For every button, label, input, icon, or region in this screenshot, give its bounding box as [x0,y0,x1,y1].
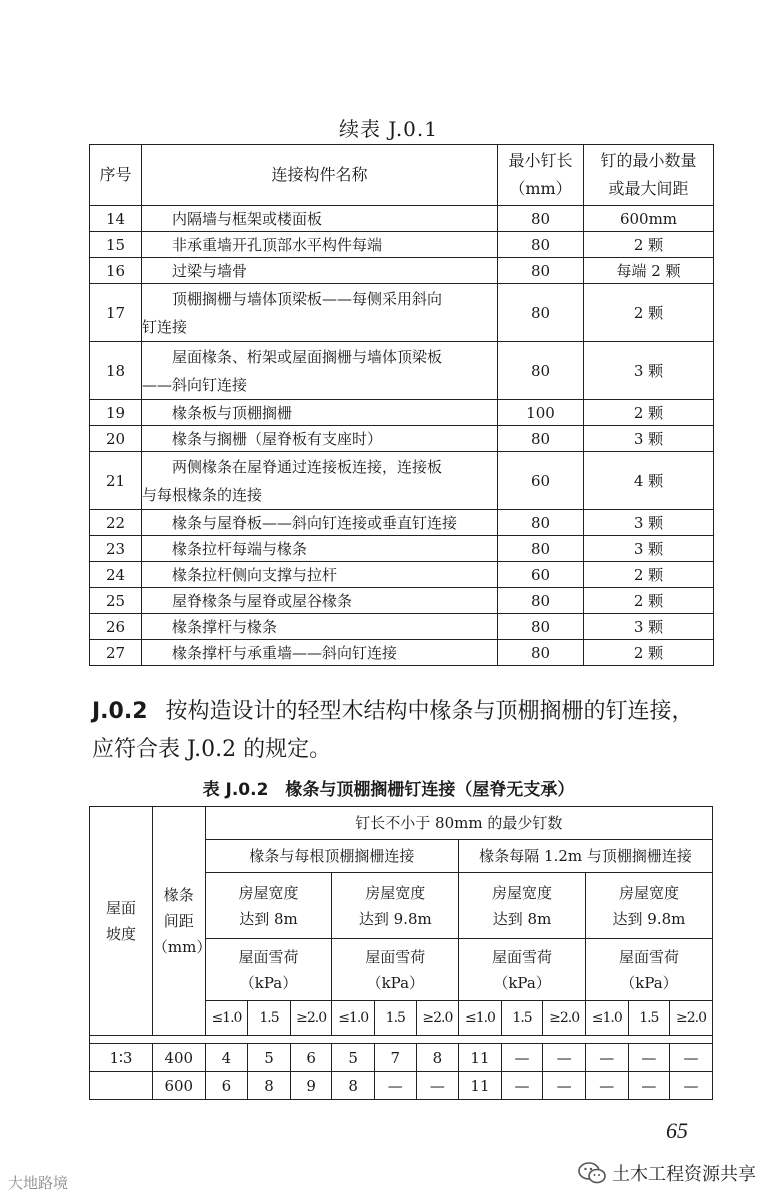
header-group-every-1-2m: 椽条每隔 1.2m 与顶棚搁栅连接 [459,840,713,873]
table-row [90,588,714,614]
table-header-row [90,145,714,206]
nail-count-cell: 9 [290,1072,332,1100]
header-min-nails: 钉长不小于 80mm 的最少钉数 [205,807,712,840]
nail-count-cell: — [670,1072,713,1100]
row-number: 15 [90,232,142,258]
nail-count-cell: 5 [248,1044,291,1072]
header-spacing-line2: 间距 [163,912,194,930]
table-row [90,400,714,426]
snow-level-cell: ≤1.0 [459,1001,502,1036]
header-snow-load-4 [585,939,712,1001]
header-quantity-line2: 或最大间距 [608,179,689,198]
header-snow-load-3-line2: （kPa） [493,973,551,992]
header-slope [90,807,153,1036]
connection-name: 内隔墙与框架或楼面板 [142,206,498,232]
wechat-icon [578,1162,606,1184]
connection-name [142,452,498,510]
connection-name: 椽条拉杆每端与椽条 [142,536,498,562]
table-row [90,510,714,536]
connection-name: 椽条拉杆侧向支撑与拉杆 [142,562,498,588]
min-nail-length: 80 [498,536,584,562]
header-snow-load-1-line1: 屋面雪荷 [238,947,299,966]
snow-level-cell: ≥2.0 [290,1001,332,1036]
header-width-9-8m-line1: 房屋宽度 [365,883,426,902]
row-number: 21 [90,452,142,510]
connection-name-line2: 与每根椽条的连接 [142,485,263,504]
nail-quantity: 3 颗 [584,536,714,562]
connection-name [142,342,498,400]
row-number: 23 [90,536,142,562]
clause-text: 按构造设计的轻型木结构中椽条与顶棚搁栅的钉连接，应符合表 J.0.2 的规定。 [92,699,694,762]
snow-level-cell: ≤1.0 [205,1001,248,1036]
header-quantity [584,145,714,206]
row-number: 20 [90,426,142,452]
nail-count-cell: — [585,1072,628,1100]
nail-connection-table [89,144,714,666]
header-slope-line1: 屋面 [105,899,136,917]
nail-count-cell: 5 [332,1044,375,1072]
header-length [498,145,584,206]
row-number: 16 [90,258,142,284]
header-width-9-8m-b-line2: 达到 9.8m [612,909,686,928]
header-slope-line2: 坡度 [105,925,136,943]
nail-count-cell: — [628,1044,670,1072]
clause-number: J.0.2 [92,699,148,724]
nail-quantity: 2 颗 [584,232,714,258]
snow-level-cell: 1.5 [501,1001,543,1036]
row-number: 14 [90,206,142,232]
table-caption-2: 表 J.0.2 椽条与顶棚搁栅钉连接（屋脊无支承） [202,780,575,800]
nail-count-cell: — [501,1044,543,1072]
min-nail-length: 80 [498,640,584,666]
row-number: 17 [90,284,142,342]
nail-count-cell: — [375,1072,417,1100]
nail-quantity: 2 颗 [584,400,714,426]
min-nail-length: 100 [498,400,584,426]
row-number: 27 [90,640,142,666]
min-nail-length: 60 [498,562,584,588]
row-number: 22 [90,510,142,536]
table-row [90,452,714,510]
header-width-8m-b [459,873,586,939]
nail-quantity: 600mm [584,206,714,232]
connection-name-line2: ——斜向钉连接 [142,375,248,394]
header-width-9-8m-line2: 达到 9.8m [358,909,432,928]
header-length-line1: 最小钉长 [508,151,573,170]
header-name: 连接构件名称 [142,145,498,206]
nail-count-cell: 7 [375,1044,417,1072]
table-row [90,206,714,232]
table-row [90,1072,713,1100]
table-row [90,426,714,452]
header-width-8m-line1: 房屋宽度 [238,883,299,902]
header-snow-load-2-line2: （kPa） [366,973,425,992]
connection-name: 过梁与墙骨 [142,258,498,284]
header-width-8m-line2: 达到 8m [239,909,298,928]
min-nail-length: 80 [498,258,584,284]
connection-name: 屋脊椽条与屋脊或屋谷椽条 [142,588,498,614]
header-snow-load-3 [459,939,586,1001]
snow-level-cell: ≥2.0 [670,1001,713,1036]
header-spacing [152,807,212,1036]
min-nail-length: 80 [498,614,584,640]
connection-name-line1: 屋面椽条、桁架或屋面搁栅与墙体顶梁板 [172,347,443,366]
table-row [90,536,714,562]
snow-level-cell: ≥2.0 [416,1001,459,1036]
watermark-right-text: 土木工程资源共享 [612,1164,756,1185]
header-snow-load-3-line1: 屋面雪荷 [492,947,553,966]
connection-name: 椽条与搁栅（屋脊板有支座时） [142,426,498,452]
snow-level-cell: 1.5 [375,1001,417,1036]
table-row [90,614,714,640]
min-nail-length: 80 [498,206,584,232]
nail-quantity: 每端 2 颗 [584,258,714,284]
row-number: 24 [90,562,142,588]
snow-level-cell: 1.5 [628,1001,670,1036]
header-snow-load-2 [332,939,459,1001]
table-row [90,562,714,588]
connection-name: 椽条撑杆与椽条 [142,614,498,640]
header-length-line2: （mm） [509,179,572,198]
min-nail-length: 60 [498,452,584,510]
nail-quantity: 2 颗 [584,284,714,342]
nail-count-cell: 11 [459,1072,502,1100]
connection-name-line1: 顶棚搁栅与墙体顶梁板——每侧采用斜向 [172,289,443,308]
snow-level-cell: 1.5 [248,1001,291,1036]
nail-quantity: 3 颗 [584,426,714,452]
connection-name-line1: 两侧椽条在屋脊通过连接板连接，连接板 [172,457,443,476]
min-nail-length: 80 [498,342,584,400]
nail-count-cell: — [628,1072,670,1100]
header-snow-load-2-line1: 屋面雪荷 [365,947,426,966]
table-row [90,284,714,342]
nail-count-cell: — [501,1072,543,1100]
slope-cell [90,1072,153,1100]
page-number: 65 [666,1118,688,1143]
row-number: 19 [90,400,142,426]
nail-quantity: 3 颗 [584,342,714,400]
connection-name-line2: 钉连接 [142,317,188,336]
header-width-8m [205,873,332,939]
nail-quantity: 2 颗 [584,588,714,614]
slope-cell: 1∶3 [90,1044,153,1072]
row-number: 26 [90,614,142,640]
min-nail-length: 80 [498,588,584,614]
header-width-8m-b-line1: 房屋宽度 [492,883,553,902]
header-quantity-line1: 钉的最小数量 [600,151,697,170]
connection-name: 椽条板与顶棚搁栅 [142,400,498,426]
nail-quantity: 3 颗 [584,510,714,536]
header-snow-load-4-line2: （kPa） [620,973,678,992]
min-nail-length: 80 [498,284,584,342]
header-width-9-8m [332,873,459,939]
nail-count-cell: 8 [416,1044,459,1072]
snow-level-cell: ≤1.0 [585,1001,628,1036]
nail-count-cell: 8 [332,1072,375,1100]
table-row [90,342,714,400]
header-width-9-8m-b [585,873,712,939]
header-spacing-line3: （mm） [152,938,212,956]
table-row [90,1044,713,1072]
nail-count-cell: — [670,1044,713,1072]
snow-level-cell: ≤1.0 [332,1001,375,1036]
spacer-row [90,1036,713,1044]
nail-count-cell: — [585,1044,628,1072]
header-spacing-line1: 椽条 [163,886,194,904]
row-number: 18 [90,342,142,400]
nail-count-cell: 8 [248,1072,291,1100]
table-row [90,640,714,666]
header-width-9-8m-b-line1: 房屋宽度 [618,883,679,902]
nail-count-cell: — [543,1044,586,1072]
table-row [90,258,714,284]
connection-name: 椽条撑杆与承重墙——斜向钉连接 [142,640,498,666]
watermark-left: 大地路境 [8,1174,69,1192]
nail-count-cell: 11 [459,1044,502,1072]
connection-name: 非承重墙开孔顶部水平构件每端 [142,232,498,258]
min-nail-length: 80 [498,510,584,536]
spacing-cell: 400 [152,1044,205,1072]
row-number: 25 [90,588,142,614]
snow-level-cell: ≥2.0 [543,1001,586,1036]
header-snow-load-1-line2: （kPa） [239,973,298,992]
nail-count-cell: 6 [205,1072,248,1100]
min-nail-length: 80 [498,232,584,258]
header-width-8m-b-line2: 达到 8m [492,909,552,928]
clause-paragraph [92,693,714,769]
header-group-each-joist: 椽条与每根顶棚搁栅连接 [205,840,459,873]
nail-quantity: 2 颗 [584,640,714,666]
rafter-joist-nailing-table [89,806,713,1100]
nail-count-cell: — [416,1072,459,1100]
header-no: 序号 [90,145,142,206]
connection-name [142,284,498,342]
min-nail-length: 80 [498,426,584,452]
nail-count-cell: 4 [205,1044,248,1072]
connection-name: 椽条与屋脊板——斜向钉连接或垂直钉连接 [142,510,498,536]
table-caption: 续表 J.0.1 [339,117,438,141]
nail-quantity: 2 颗 [584,562,714,588]
watermark-right [578,1160,756,1186]
nail-count-cell: — [543,1072,586,1100]
header-snow-load-4-line1: 屋面雪荷 [618,947,679,966]
nail-quantity: 3 颗 [584,614,714,640]
header-snow-load-1 [205,939,332,1001]
nail-quantity: 4 颗 [584,452,714,510]
spacing-cell: 600 [152,1072,205,1100]
nail-count-cell: 6 [290,1044,332,1072]
table-row [90,232,714,258]
